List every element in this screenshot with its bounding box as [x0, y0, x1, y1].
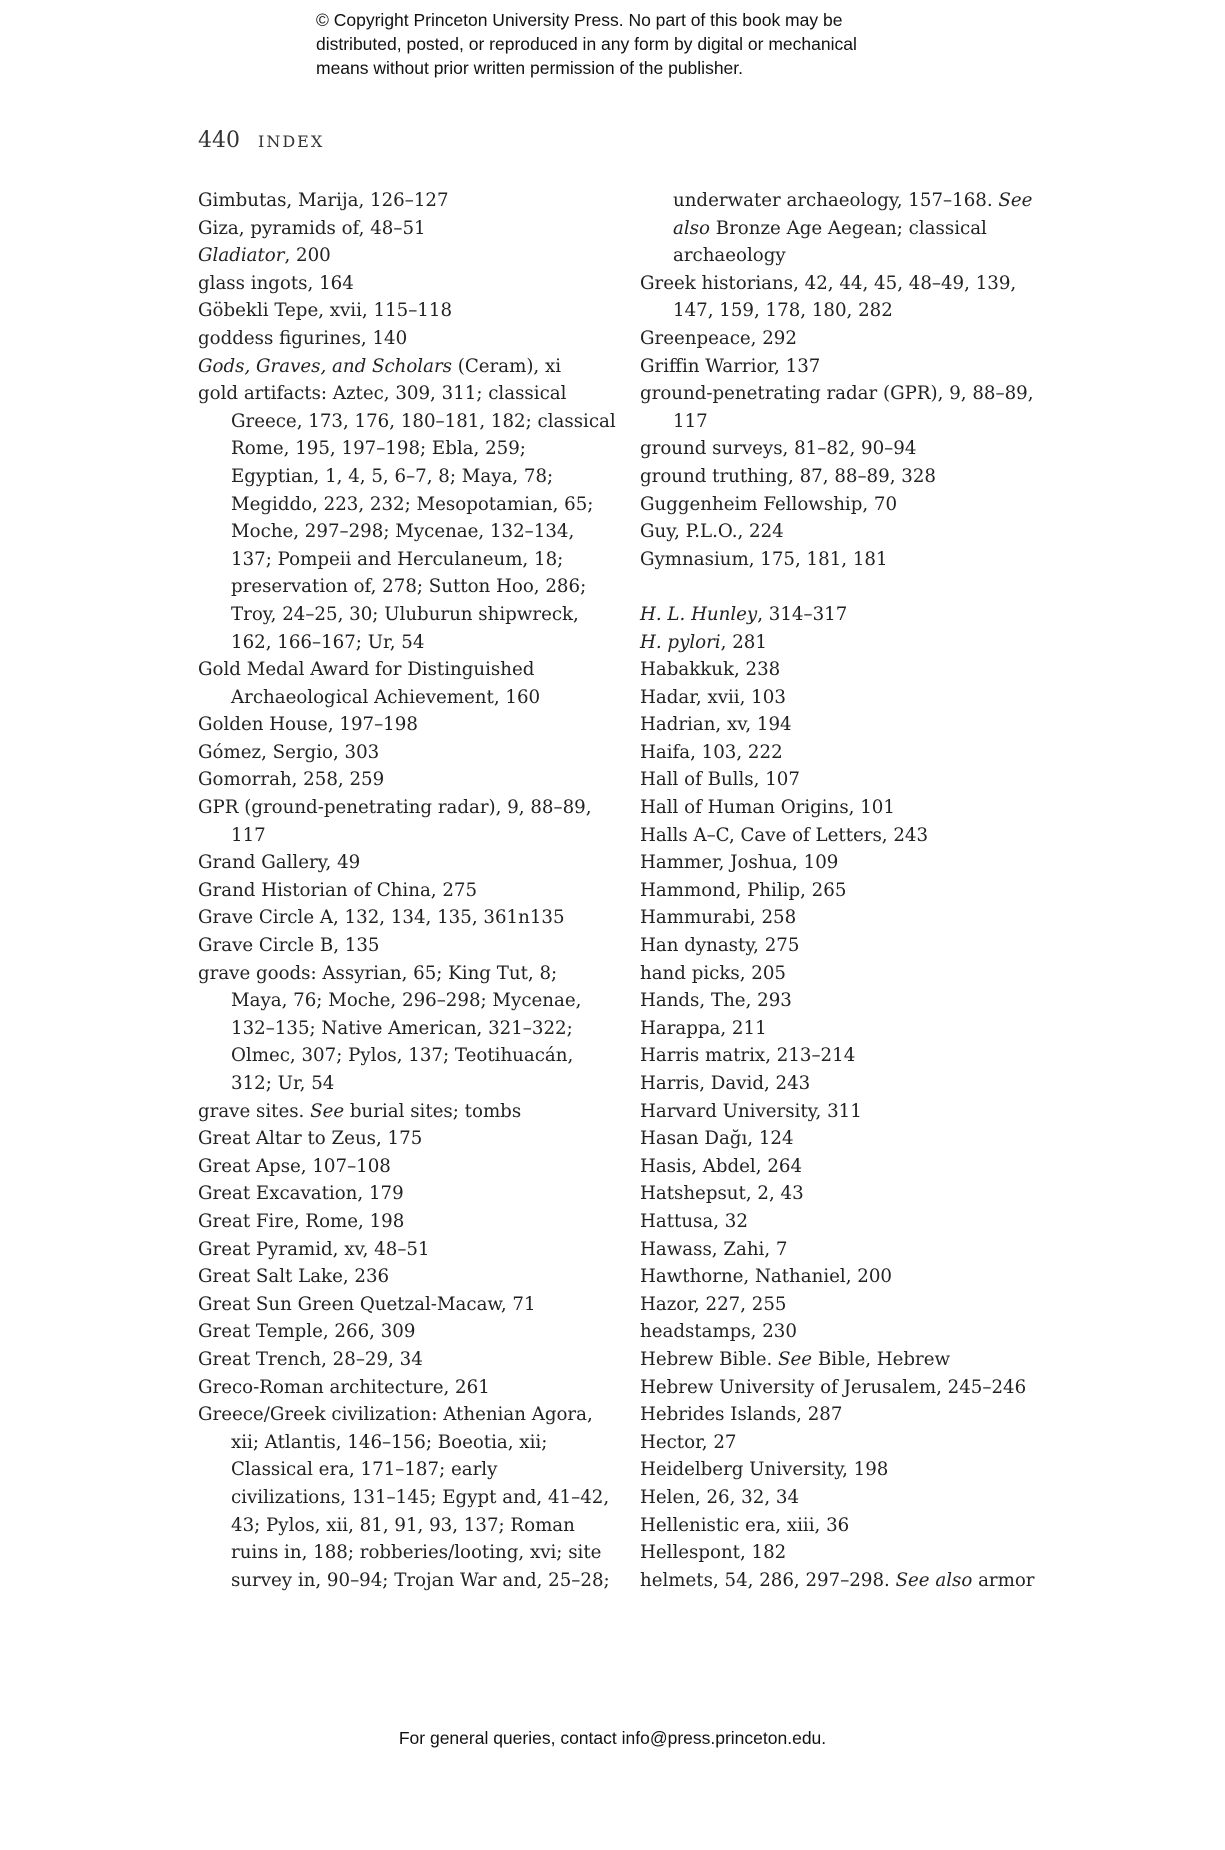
index-entry [640, 1539, 1060, 1567]
index-entry [640, 1236, 1060, 1264]
index-entry [198, 960, 618, 1098]
index-entry [640, 1346, 1060, 1374]
entry-text: Hadar, xvii, 103 [640, 686, 786, 708]
index-entry [198, 849, 618, 877]
entry-text: Great Altar to Zeus, 175 [198, 1128, 423, 1150]
entry-text: underwater archaeology, 157–168. [673, 190, 999, 211]
index-entry [198, 794, 618, 849]
index-entry [640, 1374, 1060, 1402]
copyright-notice [316, 8, 936, 80]
entry-text: Great Trench, 28–29, 34 [198, 1348, 423, 1370]
entry-text: , 281 [720, 631, 767, 653]
entry-text: Gimbutas, Marija, 126–127 [198, 190, 449, 211]
index-entry [198, 242, 618, 270]
entry-text: ground-penetrating radar (GPR), 9, 88–89, 117 [640, 383, 1034, 432]
entry-text: Greenpeace, 292 [640, 327, 797, 349]
entry-text: Bible, Hebrew [812, 1348, 951, 1370]
entry-text: Harappa, 211 [640, 1017, 767, 1039]
entry-text: Hasis, Abdel, 264 [640, 1155, 803, 1177]
index-column-left [198, 187, 618, 1594]
entry-text: ground truthing, 87, 88–89, 328 [640, 465, 936, 487]
index-entry [198, 1401, 618, 1594]
index-entry [198, 1236, 618, 1264]
index-entry [640, 463, 1060, 491]
entry-text: Gold Medal Award for Distinguished Archaeological Achievement, 160 [198, 659, 541, 708]
index-entry [640, 684, 1060, 712]
index-entry [640, 1153, 1060, 1181]
entry-text: Göbekli Tepe, xvii, 115–118 [198, 300, 453, 322]
index-entry [640, 270, 1060, 325]
entry-text: ground surveys, 81–82, 90–94 [640, 438, 917, 460]
index-entry [640, 518, 1060, 546]
index-entry [640, 1070, 1060, 1098]
index-entry [198, 877, 618, 905]
index-entry [640, 904, 1060, 932]
index-entry [640, 822, 1060, 850]
entry-text: Hawthorne, Nathaniel, 200 [640, 1266, 892, 1288]
index-entry [198, 711, 618, 739]
footer-contact: For general queries, contact info@press.princeton.edu. [398, 1728, 827, 1748]
index-entry [198, 766, 618, 794]
index-entry [198, 1374, 618, 1402]
entry-text: Great Sun Green Quetzal-Macaw, 71 [198, 1293, 536, 1315]
index-entry [198, 1263, 618, 1291]
index-entry [198, 739, 618, 767]
entry-title-italic: H. pylori [640, 631, 721, 653]
entry-text: Bronze Age Aegean; classical archaeology [673, 217, 987, 267]
index-entry [198, 1125, 618, 1153]
index-entry [640, 353, 1060, 381]
see-reference: See also [673, 190, 1033, 239]
entry-text: Harris, David, 243 [640, 1073, 811, 1094]
entry-text: Greece/Greek civilization: Athenian Agora, xii; Atlantis, 146–156; Boeotia, xii; Classical era, 171–187; early civilizations, 131–145; Egypt and, 41–42, 43; Pylos, xii, 81, 91, 93, 137; Roman ruins in, 188; robberies/looting, xvi; site survey in, 90–94; Trojan War and, 25–28; [198, 1404, 610, 1591]
entry-text: Hazor, 227, 255 [640, 1293, 787, 1315]
entry-text: glass ingots, 164 [198, 272, 354, 294]
entry-text: Hellenistic era, xiii, 36 [640, 1514, 850, 1536]
index-entry [198, 297, 618, 325]
index-entry [198, 932, 618, 960]
index-entry [198, 656, 618, 711]
entry-text: Hellespont, 182 [640, 1542, 787, 1564]
index-entry [640, 739, 1060, 767]
index-entry [640, 1567, 1060, 1595]
index-entry [198, 1208, 618, 1236]
entry-text: Haifa, 103, 222 [640, 741, 783, 763]
entry-text: Hammurabi, 258 [640, 907, 797, 929]
index-entry [640, 601, 1060, 629]
index-entry [640, 1456, 1060, 1484]
index-entry [640, 546, 1060, 574]
entry-text: Hasan Dağı, 124 [640, 1128, 794, 1150]
entry-text: Hands, The, 293 [640, 990, 792, 1012]
entry-text: Hammer, Joshua, 109 [640, 852, 839, 874]
index-entry [640, 849, 1060, 877]
index-entry [198, 325, 618, 353]
entry-text: Gómez, Sergio, 303 [198, 741, 380, 763]
entry-text: Great Salt Lake, 236 [198, 1266, 390, 1288]
index-entry [640, 1098, 1060, 1126]
see-reference: See [778, 1348, 813, 1370]
copyright-line: © Copyright Princeton University Press. No part of this book may be [316, 10, 843, 30]
entry-text: Hattusa, 32 [640, 1210, 748, 1232]
see-reference: See also [895, 1569, 973, 1591]
entry-text: Han dynasty, 275 [640, 935, 800, 957]
index-entry [198, 187, 618, 215]
entry-text: Hall of Bulls, 107 [640, 769, 800, 791]
index-entry [640, 877, 1060, 905]
entry-text: Gomorrah, 258, 259 [198, 769, 385, 791]
entry-text: Great Excavation, 179 [198, 1183, 404, 1205]
entry-text: Grand Historian of China, 275 [198, 879, 478, 901]
page-number: 440 [198, 128, 240, 153]
entry-text: burial sites; tombs [344, 1100, 522, 1122]
entry-text: Hebrew Bible. [640, 1348, 779, 1370]
entry-text: grave goods: Assyrian, 65; King Tut, 8; Maya, 76; Moche, 296–298; Mycenae, 132–135; Native American, 321–322; Olmec, 307; Pylos, 137; Teotihuacán, 312; Ur, 54 [198, 962, 582, 1094]
running-head [198, 128, 324, 153]
entry-text: Great Temple, 266, 309 [198, 1321, 416, 1343]
entry-text: Great Fire, Rome, 198 [198, 1210, 405, 1232]
section-label: INDEX [258, 132, 325, 151]
index-entry [198, 380, 618, 656]
index-entry [198, 1153, 618, 1181]
entry-text: Guggenheim Fellowship, 70 [640, 493, 898, 515]
entry-text: Harvard University, 311 [640, 1100, 862, 1122]
entry-text: Heidelberg University, 198 [640, 1459, 889, 1481]
index-entry [640, 187, 1060, 270]
index-entry [640, 1042, 1060, 1070]
entry-text: Hebrew University of Jerusalem, 245–246 [640, 1376, 1027, 1398]
index-column-right [640, 187, 1060, 1594]
entry-text: Habakkuk, 238 [640, 659, 781, 681]
index-entry [640, 380, 1060, 435]
index-entry [640, 711, 1060, 739]
entry-text: Hatshepsut, 2, 43 [640, 1183, 804, 1205]
index-entry [198, 1291, 618, 1319]
entry-text: gold artifacts: Aztec, 309, 311; classical Greece, 173, 176, 180–181, 182; classical Rome, 195, 197–198; Ebla, 259; Egyptian, 1, 4, 5, 6–7, 8; Maya, 78; Megiddo, 223, 232; Mesopotamian, 65; Moche, 297–298; Mycenae, 132–134, 137; Pompeii and Herculaneum, 18; preservation of, 278; Sutton Hoo, 286; Troy, 24–25, 30; Uluburun shipwreck, 162, 166–167; Ur, 54 [198, 383, 616, 653]
index-entry [640, 1015, 1060, 1043]
entry-text: , 200 [284, 245, 331, 267]
index-entry [640, 794, 1060, 822]
entry-text: Greek historians, 42, 44, 45, 48–49, 139, 147, 159, 178, 180, 282 [640, 272, 1017, 322]
index-entry [640, 1125, 1060, 1153]
index-entry [640, 1318, 1060, 1346]
entry-text: Grave Circle B, 135 [198, 935, 380, 957]
entry-text: Gymnasium, 175, 181, 181 [640, 548, 888, 570]
copyright-line: means without prior written permission of the publisher. [316, 58, 744, 78]
entry-text: Hall of Human Origins, 101 [640, 797, 895, 819]
entry-text: GPR (ground-penetrating radar), 9, 88–89, 117 [198, 797, 592, 846]
entry-text: Griffin Warrior, 137 [640, 355, 821, 377]
index-entry [640, 656, 1060, 684]
index-entry [198, 1346, 618, 1374]
index-entry [640, 766, 1060, 794]
index-entry [640, 1180, 1060, 1208]
entry-text: Helen, 26, 32, 34 [640, 1486, 800, 1508]
index-entry [198, 1098, 618, 1126]
index-entry [198, 1180, 618, 1208]
entry-text: , 314–317 [757, 603, 848, 625]
index-entry [198, 270, 618, 298]
entry-text: grave sites. [198, 1100, 311, 1122]
index-entry [198, 904, 618, 932]
entry-text: Greco-Roman architecture, 261 [198, 1376, 490, 1398]
entry-text: Giza, pyramids of, 48–51 [198, 217, 426, 239]
entry-text: hand picks, 205 [640, 962, 786, 984]
index-entry [640, 1484, 1060, 1512]
index-entry [198, 353, 618, 381]
index-entry [640, 1401, 1060, 1429]
entry-text: Grand Gallery, 49 [198, 852, 361, 874]
entry-text: Hawass, Zahi, 7 [640, 1238, 788, 1260]
entry-text: Golden House, 197–198 [198, 714, 418, 736]
entry-text: Hebrides Islands, 287 [640, 1404, 843, 1426]
entry-title-italic: Gladiator [198, 245, 285, 267]
index-entry [640, 491, 1060, 519]
entry-text: Halls A–C, Cave of Letters, 243 [640, 824, 929, 846]
entry-title-italic: H. L. Hunley [640, 603, 758, 625]
entry-title-italic: Gods, Graves, and Scholars [198, 355, 452, 377]
entry-text: goddess figurines, 140 [198, 327, 408, 349]
entry-text: Hammond, Philip, 265 [640, 879, 847, 901]
index-entry [198, 1318, 618, 1346]
index-entry [640, 1263, 1060, 1291]
index-entry [640, 1208, 1060, 1236]
entry-text: armor [972, 1569, 1035, 1591]
entry-text: helmets, 54, 286, 297–298. [640, 1569, 896, 1591]
entry-text: Great Apse, 107–108 [198, 1155, 391, 1177]
index-entry [640, 960, 1060, 988]
entry-text: Hadrian, xv, 194 [640, 714, 792, 736]
see-reference: See [310, 1100, 345, 1122]
entry-text: Grave Circle A, 132, 134, 135, 361n135 [198, 907, 565, 929]
index-entry [198, 215, 618, 243]
entry-text: headstamps, 230 [640, 1321, 797, 1343]
copyright-line: distributed, posted, or reproduced in any form by digital or mechanical [316, 34, 857, 54]
entry-text: (Ceram), xi [452, 355, 562, 377]
index-entry [640, 325, 1060, 353]
entry-text: Great Pyramid, xv, 48–51 [198, 1238, 430, 1260]
index-entry [640, 435, 1060, 463]
entry-text: Harris matrix, 213–214 [640, 1045, 856, 1067]
index-entry [640, 629, 1060, 657]
index-entry [640, 987, 1060, 1015]
index-entry [640, 1429, 1060, 1457]
index-entry [640, 1512, 1060, 1540]
entry-text: Hector, 27 [640, 1431, 737, 1453]
index-entry [640, 932, 1060, 960]
entry-text: Guy, P.L.O., 224 [640, 521, 784, 543]
index-entry [640, 1291, 1060, 1319]
